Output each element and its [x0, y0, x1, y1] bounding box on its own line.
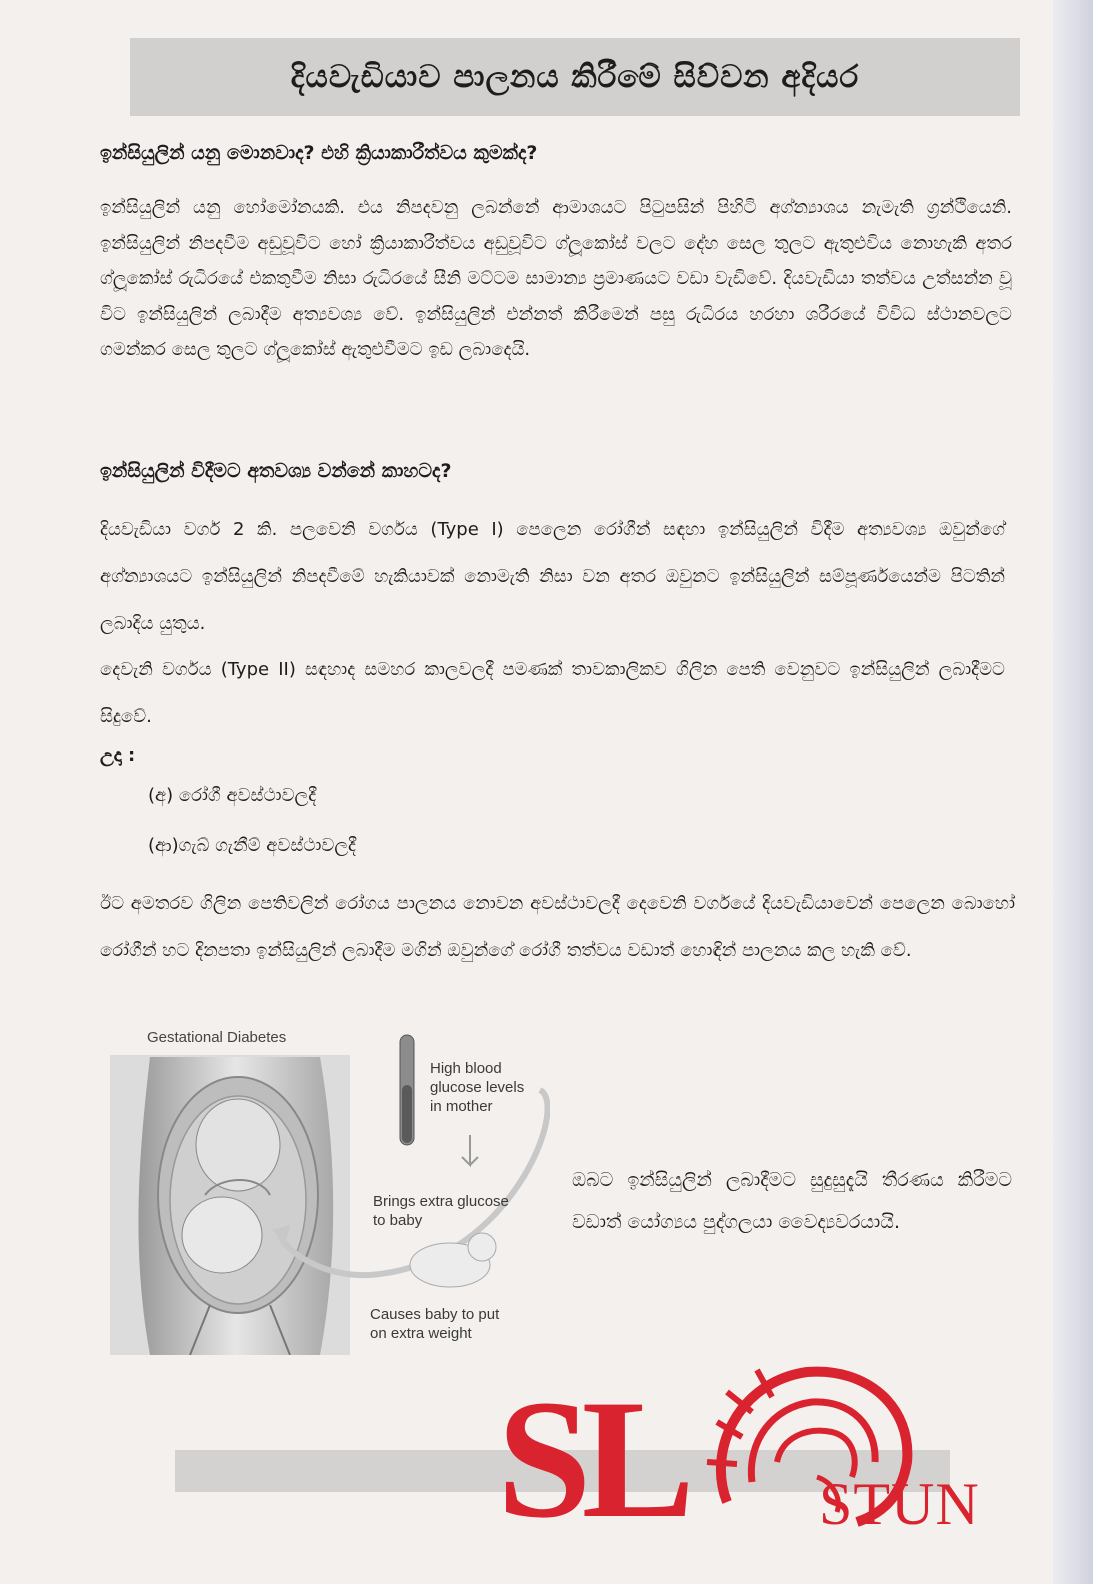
example-item-a: (අ) රෝගී අවස්ථාවලදී — [148, 785, 317, 806]
example-item-b: (ආ)ගැබ් ගැනීම් අවස්ථාවලදී — [148, 835, 357, 856]
page-edge — [1053, 0, 1093, 1584]
figure-label-high-glucose: High blood glucose levels in mother — [430, 1060, 525, 1115]
gestational-diabetes-figure — [110, 1025, 550, 1355]
page-title: දියවැඩියාව පාලනය කිරීමේ සිව්වන අදියර — [290, 58, 860, 95]
paragraph-type-one: දියවැඩියා වර්ග 2 කි. පලවෙනි වර්ගය (Type I) පෙලෙන රෝගීන් සඳහා ඉන්සියුලින් විදීම අත්‍යවශ්‍ය ඔවුන්ගේ අග්න්‍යාශයට ඉන්සියුලින් නිපදවීමේ හැකියාවක් නොමැති නිසා වන අතර ඔවුනට ඉන්සියුලින් සම්පූර්ණයෙන්ම පිටතින් ලබාදිය යුතුය. — [100, 519, 1005, 634]
figure-title: Gestational Diabetes — [147, 1029, 287, 1046]
sl-stun-logo — [497, 1362, 997, 1552]
title-banner — [130, 38, 1020, 116]
doctor-advice-note: ඔබට ඉන්සියුලින් ලබාදීමට සුදුසුදැයි තීරණය කිරීමට වඩාත් යෝග්‍යය පුද්ගලයා වෛද්‍යවරයායි. — [572, 1169, 1012, 1233]
paragraph-additional: ඊට අමතරව ගිලින පෙතිවලින් රෝගය පාලනය නොවන අවස්ථාවලදී දෙවෙනි වර්ගයේ දියවැඩියාවෙන් පෙලෙන බොහෝ රෝගීන් හට දිනපතා ඉන්සියුලින් ලබාදීම මගින් ඔවුන්ගේ රෝගී තත්වය වඩාත් හොඳින් පාලනය කල හැකි වේ. — [100, 893, 1015, 961]
figure-label-extra-glucose: Brings extra glucose to baby — [373, 1193, 509, 1229]
logo-stun-text: STUN — [819, 1471, 980, 1537]
paragraph-type-two: දෙවැනි වර්ගය (Type II) සඳහාද සමහර කාලවලදී පමණක් තාවකාලිකව ගිලින පෙති වෙනුවට ඉන්සියුලින් ලබාදීමට සිදුවේ. — [100, 659, 1005, 727]
figure-label-extra-weight: Causes baby to put on extra weight — [370, 1306, 500, 1342]
logo-sl-text: SL — [497, 1365, 685, 1553]
section-heading-insulin: ඉන්සියුලින් යනු මොනවාද? එහි ක්‍රියාකාරීත්වය කුමක්ද? — [100, 142, 538, 164]
example-label: උදා : — [100, 745, 136, 766]
section-heading-who-needs: ඉන්සියුලින් විදීමට අතවශ්‍ය වන්නේ කාහටද? — [100, 460, 452, 482]
paragraph-insulin-definition: ඉන්සියුලින් යනු හෝමෝනයකි. එය නිපදවනු ලබන්නේ ආමාශයට පිටුපසින් පිහිටි අග්න්‍යාශය නැමැති ග්‍රන්ථියෙනි. ඉන්සියුලින් නිපදවීම අඩුවූවිට හෝ ක්‍රියාකාරීත්වය අඩුවූවිට ග්ලූකෝස් වලට දේහ සෙල තුලට ඇතුළුවිය නොහැකි අතර ග්ලූකෝස් රුධිරයේ එකතුවීම නිසා රුධිරයේ සීනි මට්ටම සාමාන්‍ය ප්‍රමාණයට වඩා වැඩිවේ. දියවැඩියා තත්වය උත්සන්න වූ විට ඉන්සියුලින් ලබාදීම අත්‍යවශ්‍ය වේ. ඉන්සියුලින් එන්නත් කිරීමෙන් පසු රුධිරය හරහා ශරීරයේ විවිධ ස්ථානවලට ගමන්කර සෙල තුලට ග්ලූකෝස් ඇතුළුවීමට ඉඩ ලබාදෙයි. — [100, 197, 1012, 360]
